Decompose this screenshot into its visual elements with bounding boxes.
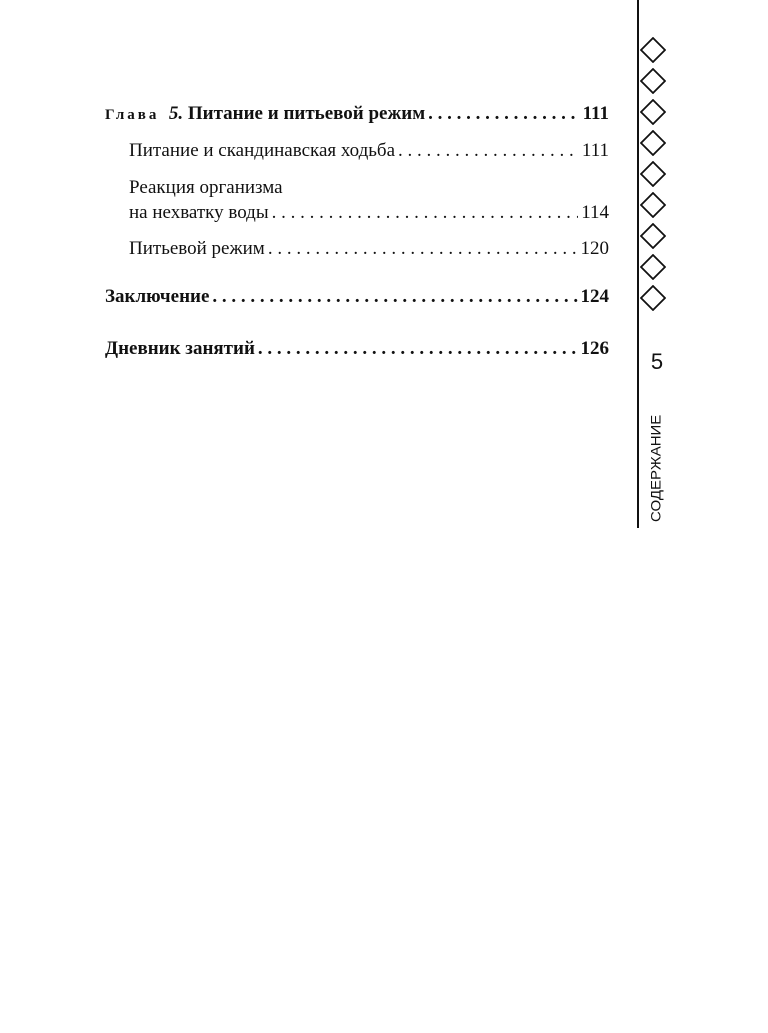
toc-subentry-title: Питьевой режим: [129, 238, 265, 259]
dot-leader: [258, 336, 578, 362]
toc-page-number: 111: [582, 103, 609, 124]
diamond-icon: [640, 223, 666, 249]
diamond-icon: [640, 68, 666, 94]
dot-leader: [268, 236, 578, 262]
toc-section-title: Дневник занятий: [105, 338, 255, 359]
toc-section-entry[interactable]: [105, 284, 609, 310]
margin-rule: [637, 0, 639, 528]
toc-section-title: Заключение: [105, 286, 210, 307]
toc-section-entry[interactable]: [105, 336, 609, 362]
running-section-label: СОДЕРЖАНИЕ: [648, 414, 665, 522]
toc-subentry-title-line1: Реакция организма: [129, 177, 283, 198]
chapter-title: Питание и питьевой режим: [187, 103, 426, 124]
chapter-number: 5.: [168, 103, 184, 124]
dot-leader: [212, 284, 577, 310]
diamond-icon: [640, 130, 666, 156]
page-number: 5: [650, 349, 664, 374]
diamond-icon: [640, 99, 666, 125]
toc-page-number: 114: [581, 202, 609, 223]
toc-chapter-title: [105, 101, 425, 128]
dot-leader: [428, 101, 579, 127]
toc-subentry-multiline[interactable]: [105, 175, 609, 226]
diamond-ornaments: [640, 37, 670, 316]
dot-leader: [398, 138, 579, 164]
toc-subentry-title-line2: на нехватку воды: [129, 202, 269, 223]
table-of-contents: [105, 98, 609, 362]
diamond-icon: [640, 254, 666, 280]
toc-chapter-entry[interactable]: [105, 101, 609, 128]
toc-subentry-title: Питание и скандинавская ходьба: [129, 140, 396, 161]
diamond-icon: [640, 285, 666, 311]
toc-page-number: 126: [580, 338, 609, 359]
diamond-icon: [640, 192, 666, 218]
toc-page-number: 120: [580, 238, 609, 259]
diamond-icon: [640, 161, 666, 187]
toc-subentry-row: [129, 200, 609, 226]
toc-subentry[interactable]: [105, 236, 609, 262]
toc-subentry[interactable]: [105, 138, 609, 164]
dot-leader: [272, 200, 579, 226]
diamond-icon: [640, 37, 666, 63]
chapter-prefix: Глава: [105, 107, 160, 123]
toc-page-number: 124: [580, 286, 609, 307]
toc-page-number: 111: [581, 140, 609, 161]
